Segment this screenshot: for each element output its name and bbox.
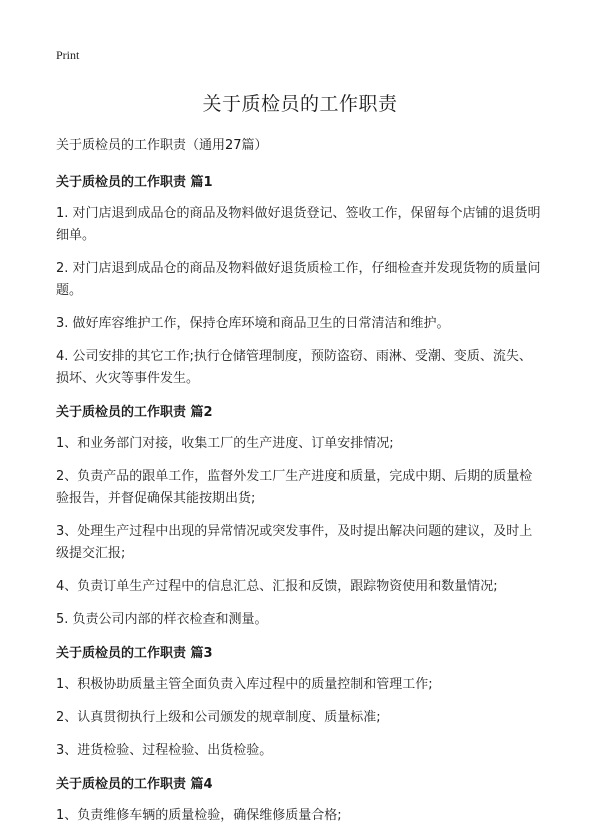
- section-heading: 关于质检员的工作职责 篇2: [56, 405, 213, 420]
- section-1: [56, 171, 544, 390]
- list-item: 1、和业务部门对接，收集工厂的生产进度、订单安排情况;: [56, 436, 394, 451]
- section-heading: 关于质检员的工作职责 篇3: [56, 646, 213, 661]
- list-item: 2. 对门店退到成品仓的商品及物料做好退货质检工作，仔细检查并发现货物的质量问题。: [56, 261, 541, 298]
- document-subtitle: 关于质检员的工作职责（通用27篇）: [56, 138, 268, 153]
- list-item: 4、负责订单生产过程中的信息汇总、汇报和反馈，跟踪物资使用和数量情况;: [56, 579, 498, 594]
- document-title: 关于质检员的工作职责: [202, 93, 398, 115]
- list-item: 4. 公司安排的其它工作;执行仓储管理制度，预防盗窃、雨淋、受潮、变质、流失、损坏、火灾等事件发生。: [56, 349, 532, 386]
- list-item: 3、进货检验、过程检验、出货检验。: [56, 743, 273, 758]
- section-4: [56, 773, 544, 827]
- list-item: 1、负责维修车辆的质量检验，确保维修质量合格;: [56, 808, 342, 823]
- section-3: [56, 642, 544, 762]
- list-item: 1、积极协助质量主管全面负责入库过程中的质量控制和管理工作;: [56, 677, 433, 692]
- list-item: 3、处理生产过程中出现的异常情况或突发事件，及时提出解决问题的建议，及时上级提交汇报;: [56, 524, 533, 561]
- print-link[interactable]: Print: [56, 48, 80, 62]
- section-heading: 关于质检员的工作职责 篇4: [56, 777, 213, 792]
- section-heading: 关于质检员的工作职责 篇1: [56, 175, 213, 190]
- list-item: 2、认真贯彻执行上级和公司颁发的规章制度、质量标准;: [56, 710, 381, 725]
- list-item: 3. 做好库容维护工作，保持仓库环境和商品卫生的日常清洁和维护。: [56, 316, 450, 331]
- section-2: [56, 401, 544, 631]
- list-item: 2、负责产品的跟单工作，监督外发工厂生产进度和质量，完成中期、后期的质量检验报告，并督促确保其能按期出货;: [56, 469, 533, 506]
- list-item: 1. 对门店退到成品仓的商品及物料做好退货登记、签收工作，保留每个店铺的退货明细单。: [56, 206, 541, 243]
- list-item: 5. 负责公司内部的样衣检查和测量。: [56, 612, 268, 627]
